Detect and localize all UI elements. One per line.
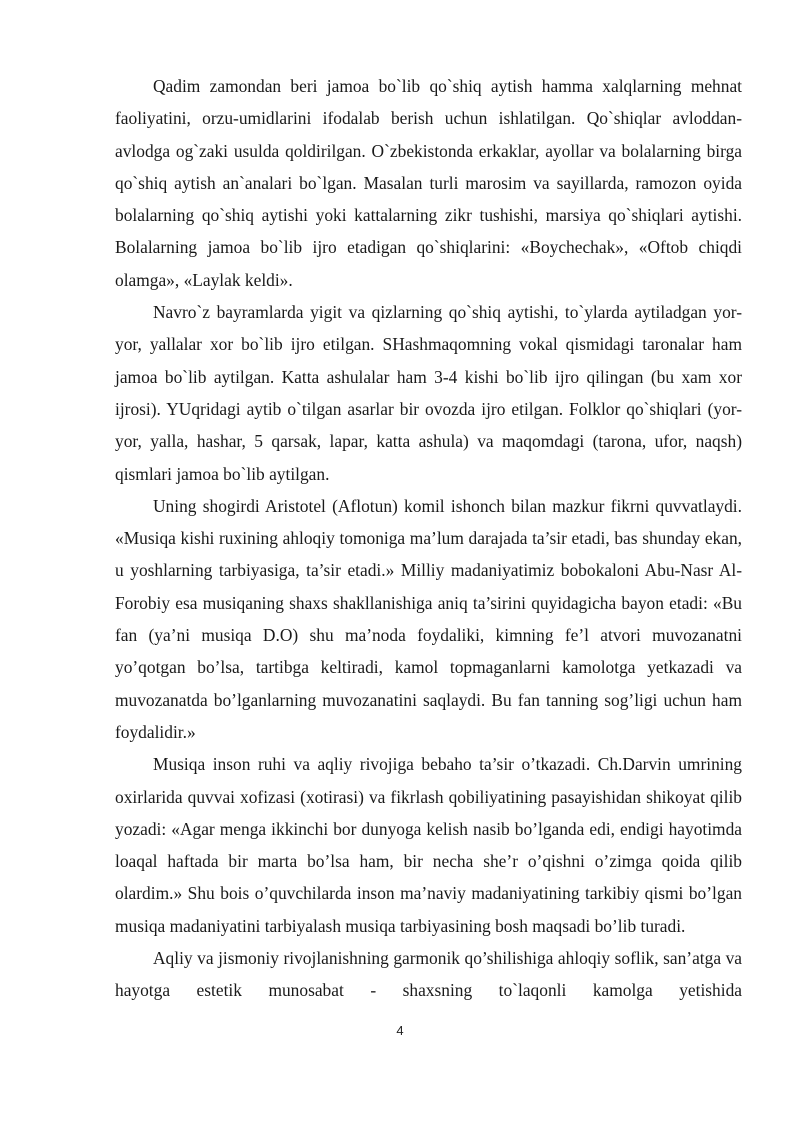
paragraph-3: Uning shogirdi Aristotel (Aflotun) komil ishonch bilan mazkur fikrni quvvatlaydi. «Musiqa kishi ruxining ahloqiy tomoniga ma’lum darajada ta’sir etadi, bas shunday ekan, u yoshlarning tarbiyasiga, ta’sir etadi.» Milliy madaniyatimiz bobokaloni Abu-Nasr Al-Forobiy esa musiqaning shaxs shakllanishiga aniq ta’sirini quyidagicha bayon etadi: «Bu fan (ya’ni musiqa D.O) shu ma’noda foydaliki, kimning fe’l atvori muvozanatni yo’qotgan bo’lsa, tartibga keltiradi, kamol topmaganlarni kamolotga yetkazadi va muvozanatda bo’lganlarning muvozanatini saqlaydi. Bu fan tanning sog’ligi uchun ham foydalidir.» bbox=[115, 495, 742, 742]
paragraph-4: Musiqa inson ruhi va aqliy rivojiga bebaho ta’sir o’tkazadi. Ch.Darvin umrining oxirlarida quvvai xofizasi (xotirasi) va fikrlash qobiliyatining pasayishidan shikoyat qilib yozadi: «Agar menga ikkinchi bor dunyoga kelish nasib bo’lganda edi, endigi hayotimda loaqal haftada bir marta bo’lsa ham, bir necha she’r o’qishni o’zimga qoida qilib olardim.» Shu bois o’quvchilarda inson ma’naviy madaniyatining tarkibiy qismi bo’lgan musiqa madaniyatini tarbiyalash musiqa tarbiyasining bosh maqsadi bo’lib turadi. bbox=[115, 754, 742, 936]
body-text bbox=[115, 70, 742, 1007]
paragraph-5: Aqliy va jismoniy rivojlanishning garmonik qo’shilishiga ahloqiy soflik, san’atga va hayotga estetik munosabat - shaxsning to`laqonli kamolga yetishida bbox=[115, 948, 742, 1001]
page-number: 4 bbox=[396, 1023, 404, 1038]
paragraph-1: Qadim zamondan beri jamoa bo`lib qo`shiq aytish hamma xalqlarning mehnat faoliyatini, orzu-umidlarini ifodalab berish uchun ishlatilgan. Qo`shiqlar avloddan-avlodga og`zaki usulda qoldirilgan. O`zbekistonda erkaklar, ayollar va bolalarning birga qo`shiq aytish an`analari bo`lgan. Masalan turli marosim va sayillarda, ramozon oyida bolalarning qo`shiq aytishi yoki kattalarning zikr tushishi, marsiya qo`shiqlari aytishi. Bolalarning jamoa bo`lib ijro etadigan qo`shiqlarini: «Boychechak», «Oftob chiqdi olamga», «Laylak keldi». bbox=[115, 76, 742, 290]
paragraph-2: Navro`z bayramlarda yigit va qizlarning qo`shiq aytishi, to`ylarda aytiladgan yor-yor, yallalar xor bo`lib ijro etilgan. SHashmaqomning vokal qismidagi taronalar ham jamoa bo`lib aytilgan. Katta ashulalar ham 3-4 kishi bo`lib ijro qilingan (bu xam xor ijrosi). YUqridagi aytib o`tilgan asarlar bir ovozda ijro etilgan. Folklor qo`shiqlari (yor-yor, yalla, hashar, 5 qarsak, lapar, katta ashula) va maqomdagi (tarona, ufor, naqsh) qismlari jamoa bo`lib aytilgan. bbox=[115, 302, 742, 484]
